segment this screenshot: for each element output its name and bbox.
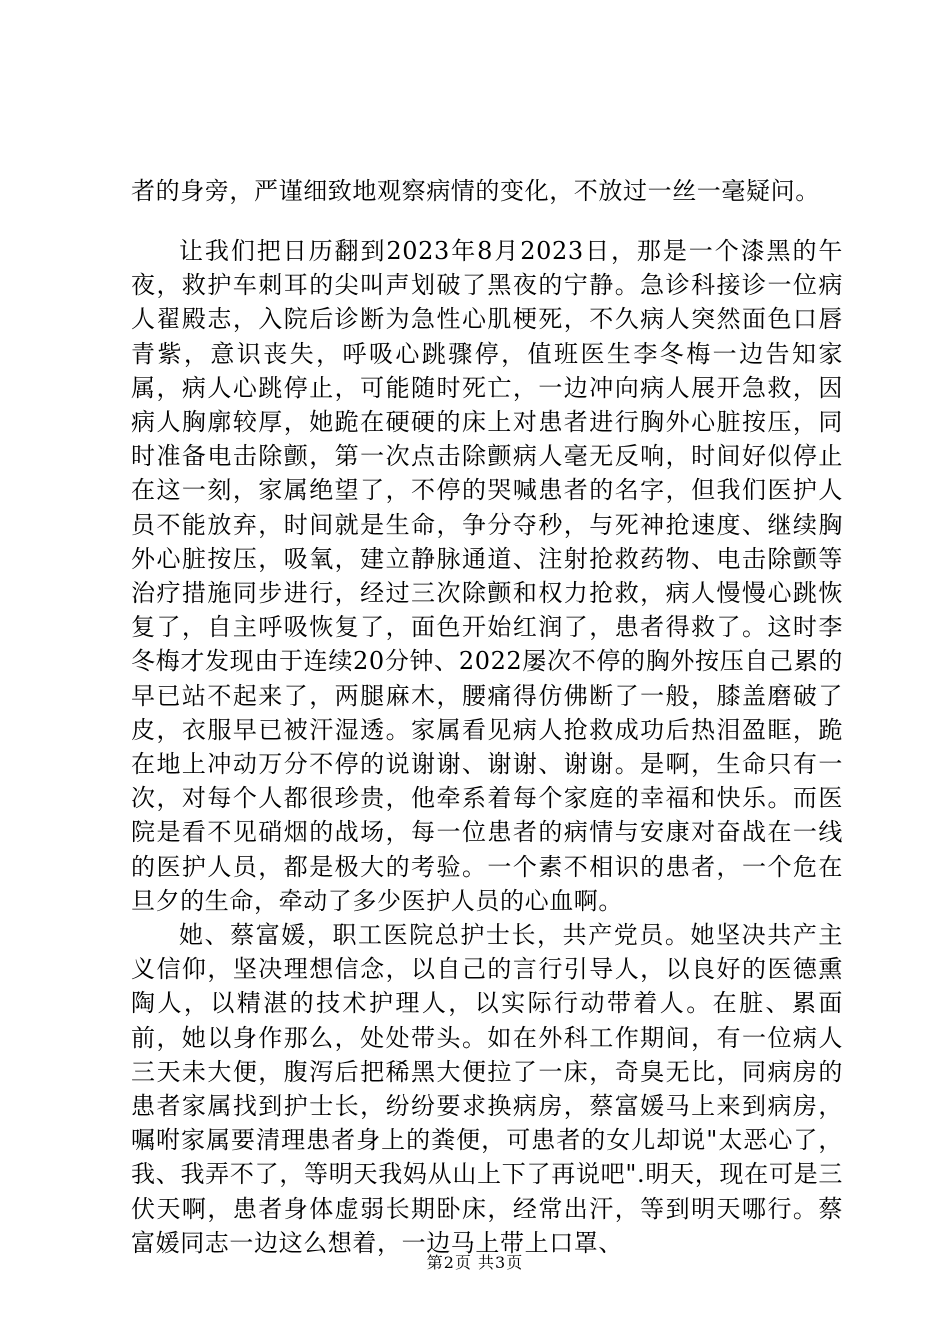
page-footer: 第2页 共3页 [426, 1253, 524, 1272]
paragraph-continuation [131, 174, 843, 208]
paragraph-text: 者的身旁，严谨细致地观察病情的变化，不放过一丝一毫疑问。 [131, 177, 820, 205]
paragraph-emergency-rescue: 让我们把日历翻到2023年8月2023日，那是一个漆黑的午夜，救护车刺耳的尖叫声划破了黑夜的宁静。急诊科接诊一位病人翟殿志，入院后诊断为急性心肌梗死，不久病人突然面色口唇青紫，意识丧失，呼吸心跳骤停，值班医生李冬梅一边告知家属，病人心跳停止，可能随时死亡，一边冲向病人展开急救，因病人胸廓较厚，她跪在硬硬的床上对患者进行胸外心脏按压，同时准备电击除颤，第一次点击除颤病人毫无反响，时间好似停止在这一刻，家属绝望了，不停的哭喊患者的名字，但我们医护人员不能放弃，时间就是生命，争分夺秒，与死神抢速度、继续胸外心脏按压，吸氧，建立静脉通道、注射抢救药物、电击除颤等治疗措施同步进行，经过三次除颤和权力抢救，病人慢慢心跳恢复了，自主呼吸恢复了，面色开始红润了，患者得救了。这时李冬梅才发现由于连续20分钟、2022屡次不停的胸外按压自己累的早已站不起来了，两腿麻木，腰痛得仿佛断了一般，膝盖磨破了皮，衣服早已被汗湿透。家属看见病人抢救成功后热泪盈眶，跪在地上冲动万分不停的说谢谢、谢谢、谢谢。是啊，生命只有一次，对每个人都很珍贵，他牵系着每个家庭的幸福和快乐。而医院是看不见硝烟的战场，每一位患者的病情与安康对奋战在一线的医护人员，都是极大的考验。一个素不相识的患者，一个危在旦夕的生命，牵动了多少医护人员的心血啊。 [131, 237, 843, 915]
paragraph-head-nurse: 她、蔡富媛，职工医院总护士长，共产党员。她坚决共产主义信仰，坚决理想信念，以自己的言行引导人，以良好的医德熏陶人，以精湛的技术护理人，以实际行动带着人。在脏、累面前，她以身作那么，处处带头。如在外科工作期间，有一位病人三天未大便，腹泻后把稀黑大便拉了一床，奇臭无比，同病房的患者家属找到护士长，纷纷要求换病房，蔡富媛马上来到病房，嘱咐家属要清理患者身上的粪便，可患者的女儿却说"太恶心了，我、我弄不了，等明天我妈从山上下了再说吧".明天，现在可是三伏天啊，患者身体虚弱长期卧床，经常出汗，等到明天哪行。蔡富媛同志一边这么想着，一边马上带上口罩、 [131, 921, 843, 1257]
body-text [131, 234, 843, 1260]
